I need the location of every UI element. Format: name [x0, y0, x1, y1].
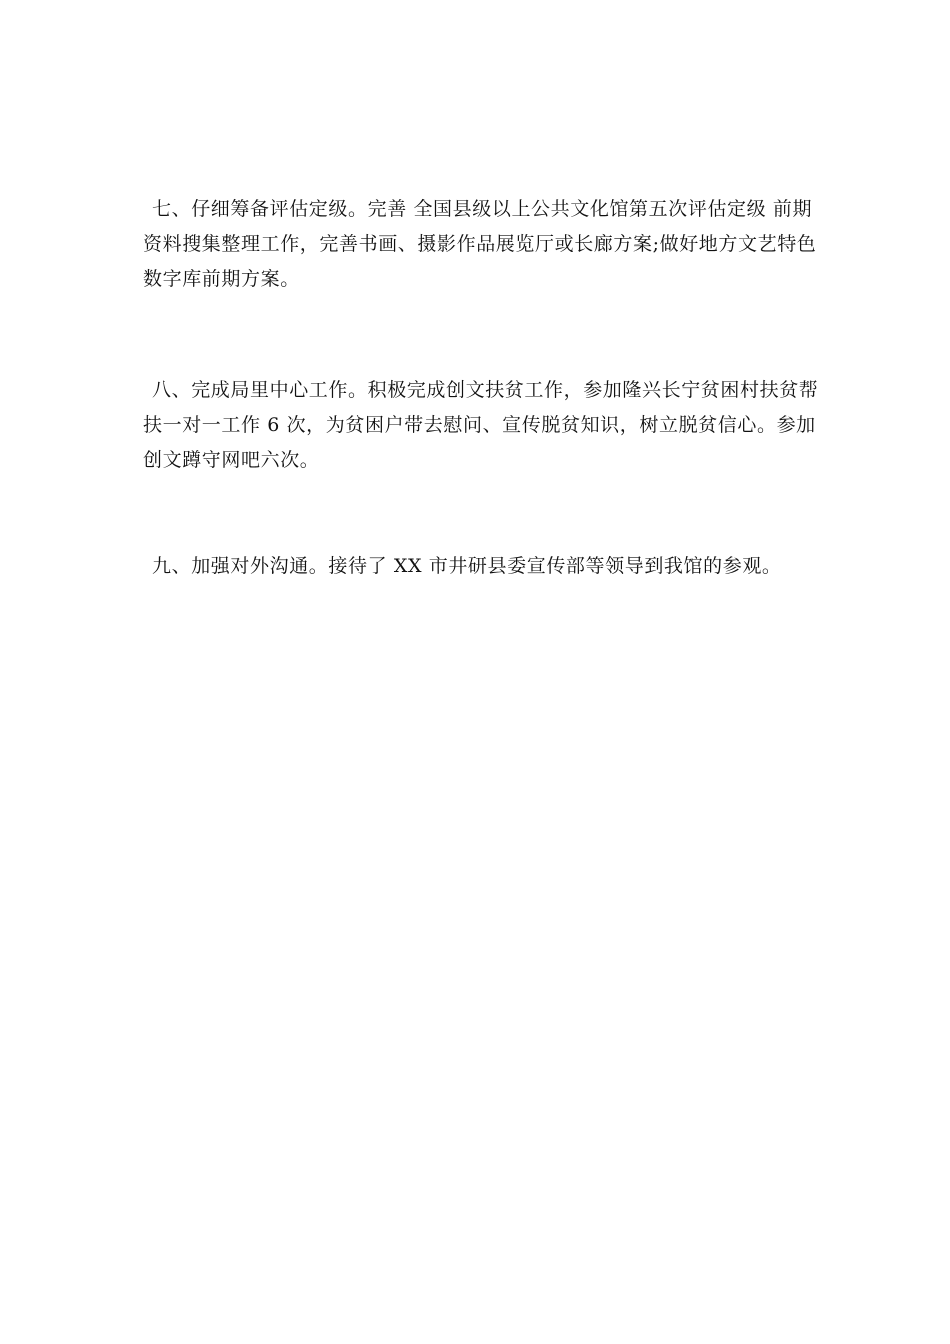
- paragraph-line: 七、仔细筹备评估定级。完善 全国县级以上公共文化馆第五次评估定级 前期: [152, 198, 813, 220]
- paragraph-line: 八、完成局里中心工作。积极完成创文扶贫工作，参加隆兴长宁贫困村扶贫帮: [152, 379, 819, 401]
- paragraph-line: 创文蹲守网吧六次。: [143, 449, 320, 471]
- paragraph-eight: [143, 373, 819, 478]
- paragraph-line: 九、加强对外沟通。接待了 XX 市井研县委宣传部等领导到我馆的参观。: [152, 555, 782, 577]
- paragraph-nine: [143, 549, 808, 584]
- paragraph-line: 扶一对一工作 6 次，为贫困户带去慰问、宣传脱贫知识，树立脱贫信心。参加: [143, 414, 816, 436]
- paragraph-line: 资料搜集整理工作，完善书画、摄影作品展览厅或长廊方案;做好地方文艺特色: [143, 233, 817, 255]
- paragraph-line: 数字库前期方案。: [143, 268, 300, 290]
- paragraph-seven: [143, 192, 817, 297]
